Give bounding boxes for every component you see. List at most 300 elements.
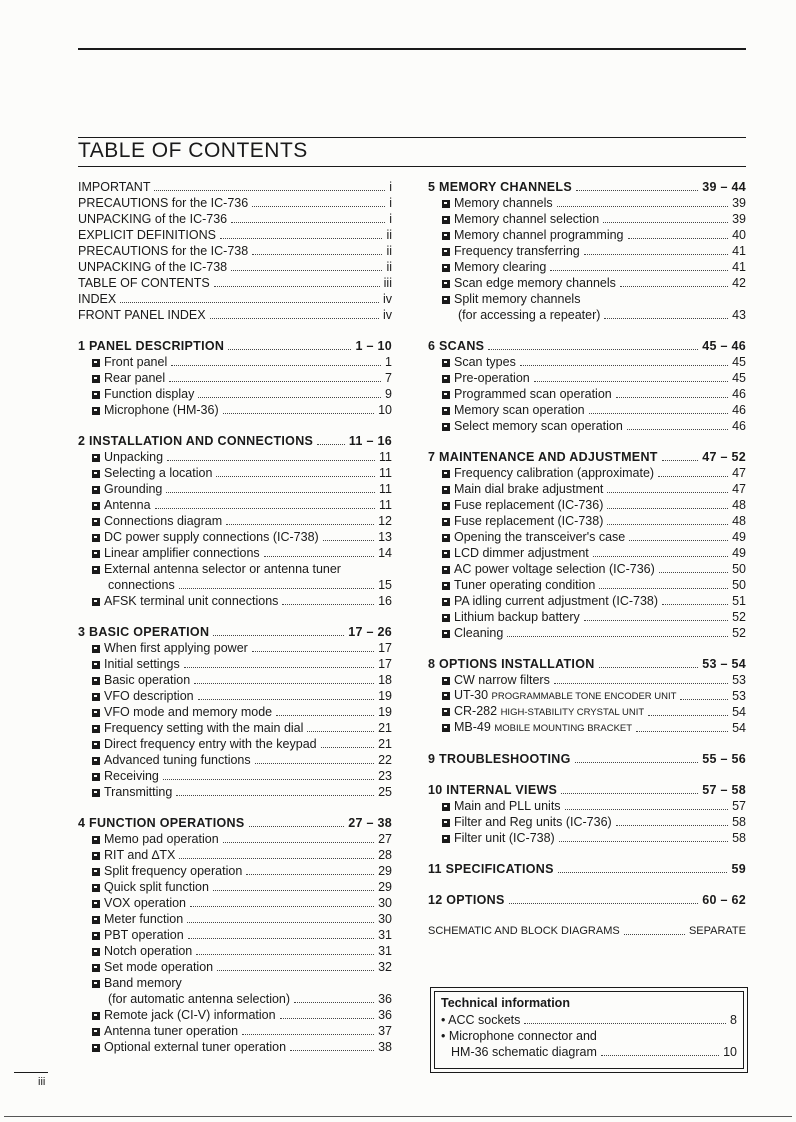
dot-leader (213, 890, 374, 891)
toc-page-number: 36 (378, 992, 392, 1006)
toc-entry-text: Advanced tuning functions (104, 753, 251, 767)
dot-leader (648, 715, 728, 716)
toc-page-number: 30 (378, 912, 392, 926)
dot-leader (607, 524, 728, 525)
square-bullet-icon (92, 470, 100, 478)
square-bullet-icon (92, 550, 100, 558)
dot-leader (187, 922, 374, 923)
toc-entry-title (92, 912, 183, 927)
toc-entry-text: Frequency setting with the main dial (104, 721, 304, 735)
top-rule (78, 48, 746, 50)
square-bullet-icon (92, 884, 100, 892)
toc-entry-title (442, 815, 612, 830)
toc-page-number: 29 (378, 864, 392, 878)
toc-page-number: 52 (732, 610, 746, 624)
toc-entry-title (78, 228, 216, 243)
toc-entry-text: 12 OPTIONS (428, 893, 505, 907)
toc-entry-title (92, 705, 272, 720)
toc-page-number: 37 (378, 1024, 392, 1038)
toc-entry-text: Scan types (454, 355, 516, 369)
toc-page-number: 14 (378, 546, 392, 560)
toc-entry-title (92, 657, 180, 672)
dot-leader (629, 540, 728, 541)
toc-entry (78, 911, 392, 927)
dot-leader (628, 238, 729, 239)
toc-page-number: 17 (378, 641, 392, 655)
toc-entry-title (442, 562, 655, 577)
square-bullet-icon (92, 980, 100, 988)
toc-entry (78, 752, 392, 768)
dot-leader (603, 222, 728, 223)
dot-leader (593, 556, 728, 557)
toc-section-entry (78, 815, 392, 831)
dot-leader (599, 588, 728, 589)
toc-entry-text: INDEX (78, 292, 117, 306)
toc-page-number: 21 (378, 737, 392, 751)
toc-entry-text: RIT and ∆TX (104, 848, 176, 862)
toc-entry-title (92, 514, 222, 529)
toc-entry-text: 11 SPECIFICATIONS (428, 862, 554, 876)
toc-right-column (428, 179, 746, 954)
dot-leader (176, 795, 374, 796)
dot-leader (228, 349, 351, 350)
toc-entry-text: Meter function (104, 912, 184, 926)
toc-entry-text: Receiving (104, 769, 159, 783)
toc-entry (428, 227, 746, 243)
dot-leader (662, 460, 698, 461)
toc-entry-title (92, 753, 251, 768)
toc-entry-title (108, 992, 290, 1007)
square-bullet-icon (442, 598, 450, 606)
toc-page-number: 45 – 46 (702, 339, 746, 353)
toc-entry-title (442, 466, 654, 481)
dot-leader (323, 540, 374, 541)
toc-entry-text: Set mode operation (104, 960, 214, 974)
toc-entry (78, 927, 392, 943)
toc-entry-title (442, 244, 580, 259)
toc-page-number: 30 (378, 896, 392, 910)
toc-entry-text: VFO mode and memory mode (104, 705, 273, 719)
dot-leader (264, 556, 374, 557)
toc-entry-title (442, 720, 632, 736)
toc-page-number: 36 (378, 1008, 392, 1022)
toc-entry (428, 259, 746, 275)
toc-section-entry (428, 449, 746, 465)
square-bullet-icon (92, 375, 100, 383)
toc-entry (428, 291, 746, 307)
dot-leader (601, 1055, 719, 1056)
toc-page-number: 46 (732, 403, 746, 417)
square-bullet-icon (92, 661, 100, 669)
dot-leader (488, 349, 698, 350)
toc-page-number: ii (386, 244, 392, 258)
toc-entry-title (428, 657, 595, 672)
toc-entry-text: 5 MEMORY CHANNELS (428, 180, 573, 194)
toc-entry-text: Lithium backup battery (454, 610, 580, 624)
toc-page-number: i (389, 196, 392, 210)
toc-entry (78, 179, 392, 195)
toc-entry-text: Memory scan operation (454, 403, 585, 417)
dot-leader (321, 747, 374, 748)
toc-entry-text: Filter and Reg units (IC-736) (454, 815, 612, 829)
toc-entry-text: PBT operation (104, 928, 184, 942)
dot-leader (561, 793, 698, 794)
toc-section-entry (428, 892, 746, 908)
dot-leader (179, 858, 374, 859)
toc-entry-text: DC power supply connections (IC-738) (104, 530, 319, 544)
dot-leader (658, 476, 728, 477)
toc-entry-title (92, 546, 260, 561)
bottom-rule (4, 1116, 792, 1117)
toc-page-number: 47 (732, 482, 746, 496)
toc-entry-text: Select memory scan operation (454, 419, 623, 433)
toc-entry-text: connections (108, 578, 175, 592)
toc-entry-title (78, 244, 248, 259)
toc-entry-text: Band memory (104, 976, 182, 990)
toc-entry (428, 275, 746, 291)
toc-page-number: 58 (732, 815, 746, 829)
toc-entry-text: Memo pad operation (104, 832, 219, 846)
toc-page-number: 10 (378, 403, 392, 417)
toc-entry (428, 609, 746, 625)
toc-section-group (428, 179, 746, 323)
toc-entry (428, 243, 746, 259)
toc-page-number: 16 (378, 594, 392, 608)
toc-entry-title (442, 212, 599, 227)
toc-entry-title (78, 180, 150, 195)
toc-page-number: 29 (378, 880, 392, 894)
toc-entry-text: IMPORTANT (78, 180, 151, 194)
dot-leader (171, 365, 381, 366)
toc-entry-title (92, 785, 172, 800)
toc-entry-title (78, 816, 245, 831)
toc-entry-text: UT-30 (454, 688, 489, 702)
dot-leader (565, 809, 729, 810)
toc-entry-text: VOX operation (104, 896, 186, 910)
dot-leader (169, 381, 381, 382)
toc-page-number: 55 – 56 (702, 752, 746, 766)
toc-entry-text: Memory clearing (454, 260, 547, 274)
dot-leader (604, 318, 728, 319)
square-bullet-icon (92, 518, 100, 526)
square-bullet-icon (442, 391, 450, 399)
square-bullet-icon (442, 803, 450, 811)
dot-leader (196, 954, 374, 955)
square-bullet-icon (442, 835, 450, 843)
toc-section-entry (78, 433, 392, 449)
tech-entry-page: 10 (723, 1045, 737, 1059)
toc-entry (78, 561, 392, 577)
dot-leader (252, 254, 382, 255)
square-bullet-icon (92, 836, 100, 844)
toc-entry-text: Split memory channels (454, 292, 581, 306)
toc-page-number: 28 (378, 848, 392, 862)
toc-section-group (428, 449, 746, 641)
page-title: TABLE OF CONTENTS (78, 139, 308, 162)
toc-section-group (428, 892, 746, 908)
toc-entry (428, 923, 746, 939)
toc-entry-title (78, 212, 227, 227)
dot-leader (680, 699, 728, 700)
toc-entry-title (78, 196, 248, 211)
toc-section-entry (428, 751, 746, 767)
tech-entry (441, 1012, 737, 1028)
toc-entry-title (92, 355, 167, 370)
toc-entry (428, 798, 746, 814)
toc-entry (78, 847, 392, 863)
toc-page-number: i (389, 180, 392, 194)
toc-entry-title (78, 276, 210, 291)
toc-entry-title (78, 434, 313, 449)
toc-entry-text: Main and PLL units (454, 799, 561, 813)
toc-entry (78, 672, 392, 688)
toc-entry (78, 704, 392, 720)
toc-page-number: 17 – 26 (348, 625, 392, 639)
toc-entry (78, 529, 392, 545)
dot-leader (575, 762, 699, 763)
dot-leader (223, 413, 374, 414)
toc-entry (78, 720, 392, 736)
toc-entry-title (92, 450, 163, 465)
toc-entry-title (428, 339, 484, 354)
toc-entry (428, 688, 746, 704)
toc-entry-title (442, 704, 644, 720)
toc-entry-title (92, 562, 341, 577)
toc-entry-text: UNPACKING of the IC-738 (78, 260, 228, 274)
toc-entry-title (92, 641, 248, 656)
dot-leader (255, 763, 374, 764)
toc-entry (428, 830, 746, 846)
toc-entry-title (442, 498, 603, 513)
dot-leader (524, 1023, 726, 1024)
tech-entry-text: • ACC sockets (441, 1013, 521, 1027)
dot-leader (198, 699, 374, 700)
toc-section-entry (428, 861, 746, 877)
toc-entry-text: Notch operation (104, 944, 193, 958)
toc-entry-title (442, 276, 616, 291)
toc-page-number: iii (383, 276, 392, 290)
dot-leader (242, 1034, 374, 1035)
square-bullet-icon (92, 709, 100, 717)
square-bullet-icon (92, 725, 100, 733)
square-bullet-icon (442, 200, 450, 208)
square-bullet-icon (92, 486, 100, 494)
toc-entry (428, 545, 746, 561)
toc-entry-title (442, 355, 516, 370)
toc-entry-title (428, 783, 557, 798)
toc-entry-text: 7 MAINTENANCE AND ADJUSTMENT (428, 450, 658, 464)
square-bullet-icon (92, 407, 100, 415)
dot-leader (520, 365, 728, 366)
toc-entry-title (92, 832, 219, 847)
toc-entry (428, 418, 746, 434)
toc-entry-subtitle: MOBILE MOUNTING BRACKET (494, 723, 633, 734)
toc-entry (428, 577, 746, 593)
toc-entry-title (92, 896, 186, 911)
toc-entry-title (92, 594, 278, 609)
square-bullet-icon (92, 1028, 100, 1036)
toc-section-entry (428, 338, 746, 354)
toc-page-number: 27 – 38 (348, 816, 392, 830)
toc-page-number: 39 – 44 (702, 180, 746, 194)
toc-entry-title (442, 403, 585, 418)
toc-entry-text: Linear amplifier connections (104, 546, 260, 560)
toc-entry-title (442, 387, 612, 402)
toc-entry-text: EXPLICIT DEFINITIONS (78, 228, 216, 242)
toc-page-number: 53 (732, 673, 746, 687)
toc-page-number: 53 (732, 689, 746, 703)
toc-page-number: 42 (732, 276, 746, 290)
toc-page-number: 11 (379, 498, 392, 512)
toc-entry-subtitle: PROGRAMMABLE TONE ENCODER UNIT (491, 691, 677, 702)
toc-entry-text: Rear panel (104, 371, 166, 385)
square-bullet-icon (442, 407, 450, 415)
toc-entry-text: PA idling current adjustment (IC-738) (454, 594, 659, 608)
toc-section-group (78, 179, 392, 323)
square-bullet-icon (92, 534, 100, 542)
toc-entry-text: Grounding (104, 482, 163, 496)
toc-entry-title (442, 799, 561, 814)
dot-leader (624, 934, 685, 935)
toc-page-number: 1 – 10 (355, 339, 392, 353)
toc-entry-text: 4 FUNCTION OPERATIONS (78, 816, 245, 830)
toc-entry (78, 593, 392, 609)
toc-page-number: 51 (732, 594, 746, 608)
dot-leader (231, 222, 385, 223)
dot-leader (214, 286, 380, 287)
toc-entry (78, 354, 392, 370)
dot-leader (559, 841, 728, 842)
square-bullet-icon (442, 486, 450, 494)
toc-entry-title (92, 1024, 238, 1039)
toc-entry-text: Memory channel programming (454, 228, 624, 242)
toc-page-number: 45 (732, 371, 746, 385)
square-bullet-icon (442, 819, 450, 827)
toc-entry-text: When first applying power (104, 641, 248, 655)
toc-section-group (428, 861, 746, 877)
dot-leader (307, 731, 374, 732)
toc-entry-text: PRECAUTIONS for the IC-738 (78, 244, 249, 258)
square-bullet-icon (92, 773, 100, 781)
square-bullet-icon (442, 614, 450, 622)
toc-entry-title (78, 339, 224, 354)
square-bullet-icon (442, 708, 450, 716)
toc-entry-title (442, 673, 550, 688)
toc-entry-text: (for accessing a repeater) (458, 308, 601, 322)
square-bullet-icon (442, 724, 450, 732)
toc-entry (78, 959, 392, 975)
toc-entry-text: Connections diagram (104, 514, 223, 528)
toc-page-number: 38 (378, 1040, 392, 1054)
toc-entry-title (92, 1008, 276, 1023)
toc-entry-text: Initial settings (104, 657, 180, 671)
dot-leader (534, 381, 728, 382)
toc-entry-text: Filter unit (IC-738) (454, 831, 555, 845)
toc-entry (78, 481, 392, 497)
square-bullet-icon (92, 757, 100, 765)
toc-entry-title (442, 578, 595, 593)
dot-leader (620, 286, 728, 287)
dot-leader (317, 444, 345, 445)
toc-entry-text: Cleaning (454, 626, 504, 640)
toc-entry (428, 195, 746, 211)
square-bullet-icon (92, 566, 100, 574)
toc-page-number: 40 (732, 228, 746, 242)
tech-entry (441, 1028, 737, 1044)
square-bullet-icon (92, 948, 100, 956)
toc-entry (78, 991, 392, 1007)
toc-entry-text: SCHEMATIC AND BLOCK DIAGRAMS (428, 925, 620, 937)
toc-entry (78, 863, 392, 879)
toc-entry-text: Memory channels (454, 196, 553, 210)
toc-entry (78, 497, 392, 513)
toc-entry-text: TABLE OF CONTENTS (78, 276, 210, 290)
toc-entry-text: Scan edge memory channels (454, 276, 616, 290)
toc-entry (78, 656, 392, 672)
toc-entry-title (442, 546, 589, 561)
dot-leader (607, 508, 728, 509)
toc-page-number: 49 (732, 530, 746, 544)
toc-entry (428, 386, 746, 402)
toc-entry (428, 704, 746, 720)
dot-leader (179, 588, 374, 589)
toc-section-entry (428, 179, 746, 195)
toc-page-number: 41 (732, 244, 746, 258)
dot-leader (659, 572, 728, 573)
toc-page-number: 54 (732, 705, 746, 719)
toc-entry-text: CR-282 (454, 704, 498, 718)
toc-entry-text: Basic operation (104, 673, 191, 687)
toc-entry-text: Transmitting (104, 785, 173, 799)
square-bullet-icon (92, 916, 100, 924)
toc-entry-text: Memory channel selection (454, 212, 600, 226)
tech-entry-text: HM-36 schematic diagram (451, 1045, 597, 1059)
toc-entry-title (442, 831, 555, 846)
toc-page-number: 31 (378, 928, 392, 942)
square-bullet-icon (92, 789, 100, 797)
square-bullet-icon (92, 645, 100, 653)
dot-leader (252, 651, 374, 652)
square-bullet-icon (442, 232, 450, 240)
dot-leader (120, 302, 379, 303)
toc-page-number: 48 (732, 514, 746, 528)
dot-leader (155, 508, 375, 509)
toc-page-number: 43 (732, 308, 746, 322)
toc-entry-title (92, 403, 219, 418)
toc-entry-title (78, 292, 116, 307)
toc-page-number: 23 (378, 769, 392, 783)
dot-leader (163, 779, 374, 780)
toc-page-number: iv (382, 308, 392, 322)
dot-leader (584, 620, 728, 621)
toc-page-number: 11 (379, 482, 392, 496)
toc-entry (78, 465, 392, 481)
toc-entry-title (428, 923, 620, 939)
square-bullet-icon (442, 502, 450, 510)
toc-page-number: 41 (732, 260, 746, 274)
dot-leader (210, 318, 379, 319)
toc-entry-text: Antenna tuner operation (104, 1024, 239, 1038)
toc-section-group (428, 923, 746, 939)
toc-entry-text: 9 TROUBLESHOOTING (428, 752, 571, 766)
toc-entry-title (108, 578, 175, 593)
toc-entry (78, 513, 392, 529)
toc-entry (78, 1023, 392, 1039)
toc-page-number: 39 (732, 196, 746, 210)
toc-page-number: SEPARATE (688, 925, 746, 937)
toc-page-number: 53 – 54 (702, 657, 746, 671)
square-bullet-icon (442, 216, 450, 224)
